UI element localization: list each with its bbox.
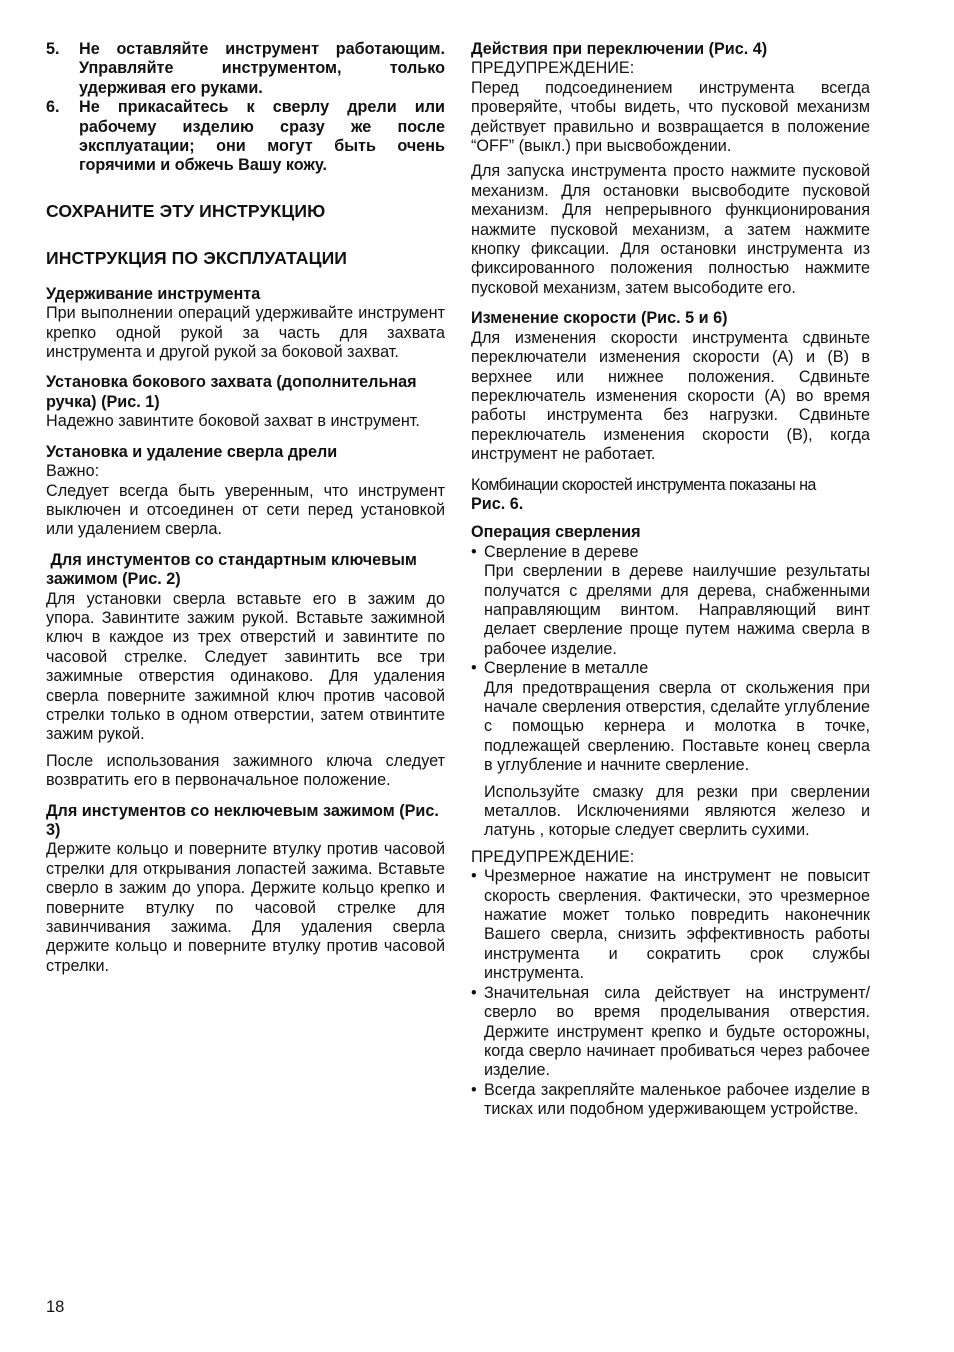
bullet-item-wood bbox=[471, 543, 870, 562]
section-text-side-grip: Надежно завинтите боковой захват в инструмент. bbox=[46, 412, 420, 431]
warning-text: Всегда закрепляйте маленькое рабочее изделие в тисках или подобном удерживающем устройстве. bbox=[484, 1080, 870, 1119]
section-text-lubricant: Используйте смазку для резки при сверлении металлов. Исключениями являются железо и латунь , которые следует сверлить сухими. bbox=[484, 782, 870, 840]
section-text-bit: Следует всегда быть уверенным, что инструмент выключен и отсоединен от сети перед установкой или удалением сверла. bbox=[46, 481, 445, 539]
section-title-switch: Действия при переключении (Рис. 4) bbox=[471, 40, 768, 58]
section-text-switch-check: Перед подсоединением инструмента всегда проверяйте, чтобы видеть, что пусковой механизм действует правильно и возвращается в положение “OFF” (выкл.) при высвобождении. bbox=[471, 78, 870, 156]
section-title-keyed-chuck: Для инстументов со стандартным ключевым зажимом (Рис. 2) bbox=[46, 550, 422, 589]
bullet-item-metal bbox=[471, 659, 870, 678]
speed-combinations-text: Комбинации скоростей инструмента показаны на bbox=[471, 475, 816, 494]
warning-bullet bbox=[471, 867, 870, 983]
section-text-switch-operation: Для запуска инструмента просто нажмите пусковой механизм. Для остановки высвободите пусковой механизм. Для непрерывного функционирования нажмите пусковой механизм, а затем нажмите кнопку фиксации. Для остановки инструмента из фиксированного положения полностью нажмите пусковой механизм, затем высободите его. bbox=[471, 162, 870, 297]
section-title-side-grip: Установка бокового захвата (дополнительная ручка) (Рис. 1) bbox=[46, 373, 417, 411]
warning-bullet bbox=[471, 984, 870, 1081]
warning-label: ПРЕДУПРЕЖДЕНИЕ: bbox=[471, 847, 635, 866]
right-column bbox=[471, 40, 870, 1120]
list-item-6 bbox=[46, 98, 445, 176]
warning-bullet bbox=[471, 1081, 870, 1120]
list-number: 5. bbox=[46, 40, 60, 58]
section-text-chuck-key: После использования зажимного ключа следует возвратить его в первоначальное положение. bbox=[46, 751, 445, 790]
speed-combinations-figure-ref: Рис. 6. bbox=[471, 494, 524, 513]
warning-text: Чрезмерное нажатие на инструмент не повысит скорость сверления. Фактически, это чрезмерное нажатие может только повредить наконечник Вашего сверла, снизить эффективность работы инструмента и сократить срок службы инструмента. bbox=[484, 867, 870, 983]
section-title-holding: Удерживание инструмента bbox=[46, 284, 261, 303]
bullet-marker: • bbox=[471, 867, 477, 886]
section-text-keyed-chuck: Для установки сверла вставьте его в зажим до упора. Завинтите зажим рукой. Вставьте зажимной ключ в каждое из трех отверстий и завинтите по часовой стрелке. Следует завинтить все три зажимные отверстия одинаково. Для удаления сверла поверните зажимной ключ против часовой стрелки только в одном отверстии, затем отвинтите зажим рукой. bbox=[46, 589, 445, 744]
list-text: Не прикасайтесь к сверлу дрели или рабочему изделию сразу же после эксплуатации; они могут быть очень горячими и обжечь Вашу кожу. bbox=[79, 98, 445, 175]
bullet-label: Сверление в металле bbox=[484, 659, 649, 678]
bullet-label: Сверление в дереве bbox=[484, 542, 639, 561]
section-text-keyless-chuck: Держите кольцо и поверните втулку против часовой стрелки для открывания лопастей зажима. Вставьте сверло в зажим до упора. Держите кольцо крепко и поверните втулку по часовой стрелке для завинчивания зажима. Для удаления сверла держите кольцо и поверните втулку против часовой стрелки. bbox=[46, 840, 445, 975]
section-text-wood: При сверлении в дереве наилучшие результаты получатся с дрелями для дерева, снабженными направляющим винтом. Направляющий винт делает сверление проще путем нажима сверла в рабочее изделие. bbox=[484, 562, 870, 658]
section-title-bit: Установка и удаление сверла дрели bbox=[46, 442, 338, 461]
section-title-drilling: Операция сверления bbox=[471, 523, 641, 542]
list-text: Не оставляйте инструмент работающим. Управляйте инструментом, только удерживая его руками. bbox=[79, 40, 445, 97]
operating-instructions-heading: ИНСТРУКЦИЯ ПО ЭКСПЛУАТАЦИИ bbox=[46, 247, 348, 268]
section-title-keyless-chuck: Для инстументов со неключевым зажимом (Рис. 3) bbox=[46, 801, 439, 839]
warning-text: Значительная сила действует на инструмент/ сверло во время проделывания отверстия. Держите инструмент крепко и будьте осторожны, когда сверло начинает пробиваться через рабочее изделие. bbox=[484, 983, 870, 1080]
important-label: Важно: bbox=[46, 462, 100, 481]
bullet-marker: • bbox=[471, 542, 477, 561]
bullet-marker: • bbox=[471, 983, 477, 1002]
bullet-marker: • bbox=[471, 1080, 477, 1099]
left-column bbox=[46, 40, 445, 976]
section-text-holding: При выполнении операций удерживайте инструмент крепко одной рукой за часть для захвата инструмента и другой рукой за боковой захват. bbox=[46, 304, 445, 362]
list-number: 6. bbox=[46, 98, 60, 117]
bullet-marker: • bbox=[471, 659, 477, 678]
list-item-5 bbox=[46, 40, 445, 98]
section-text-metal: Для предотвращения сверла от скольжения при начале сверления отверстия, сделайте углубление с помощью кернера и молотка в точке, подлежащей сверлению. Поставьте конец сверла в углубление и начните сверление. bbox=[484, 678, 870, 775]
warning-label: ПРЕДУПРЕЖДЕНИЕ: bbox=[471, 59, 635, 78]
page-number: 18 bbox=[46, 1298, 65, 1316]
save-instructions-heading: СОХРАНИТЕ ЭТУ ИНСТРУКЦИЮ bbox=[46, 200, 326, 221]
section-title-speed: Изменение скорости (Рис. 5 и 6) bbox=[471, 309, 728, 328]
section-text-speed: Для изменения скорости инструмента сдвиньте переключатели изменения скорости (A) и (B) в верхнее или нижнее положения. Сдвиньте переключатель изменения скорости (A) во время работы инструмента без нагрузки. Сдвиньте переключатель изменения скорости (B), когда инструмент не работает. bbox=[471, 328, 870, 464]
